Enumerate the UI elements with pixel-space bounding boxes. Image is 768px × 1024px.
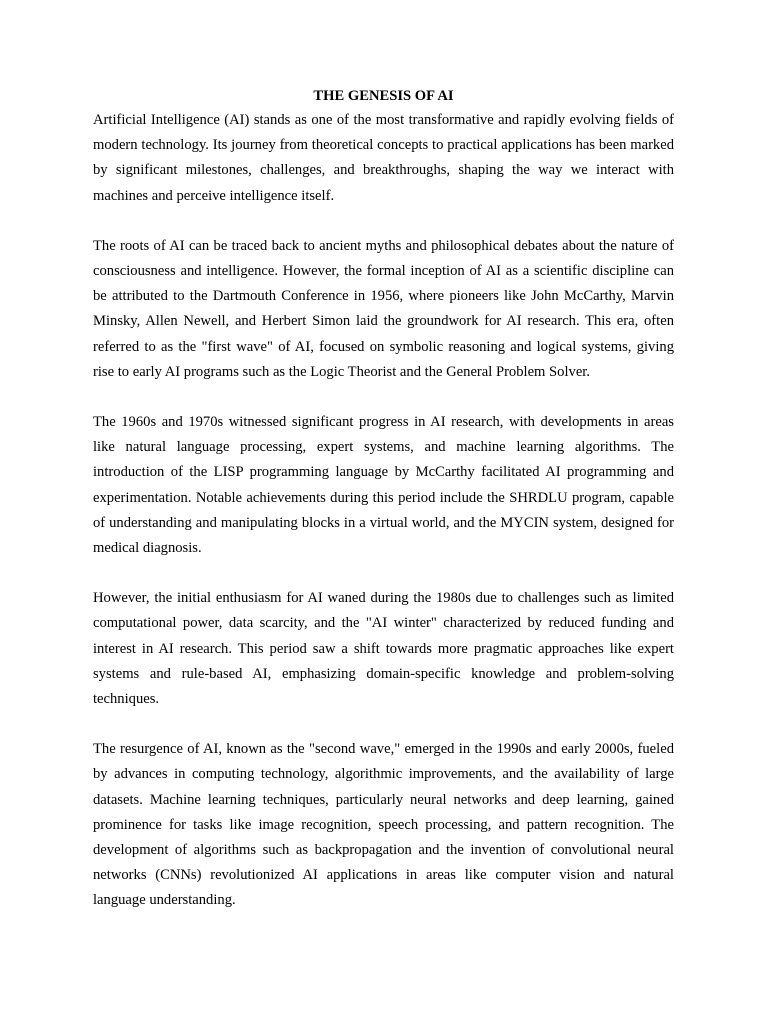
paragraph-1960s-1970s: The 1960s and 1970s witnessed significant progress in AI research, with developments in areas like natural language processing, expert systems, and machine learning algorithms. The introduction of the LISP programming language by McCarthy facilitated AI programming and experimentation. Notable achievements during this period include the SHRDLU program, capable of understanding and manipulating blocks in a virtual world, and the MYCIN system, designed for medical diagnosis. <box>93 414 674 557</box>
paragraph-second-wave: The resurgence of AI, known as the "second wave," emerged in the 1990s and early 2000s, fueled by advances in computing technology, algorithmic improvements, and the availability of large datasets. Machine learning techniques, particularly neural networks and deep learning, gained prominence for tasks like image recognition, speech processing, and pattern recognition. The development of algorithms such as backpropagation and the invention of convolutional neural networks (CNNs) revolutionized AI applications in areas like computer vision and natural language understanding. <box>93 741 674 909</box>
paragraph-intro: Artificial Intelligence (AI) stands as one of the most transformative and rapidly evolving fields of modern technology. Its journey from theoretical concepts to practical applications has been marked by significant milestones, challenges, and breakthroughs, shaping the way we interact with machines and perceive intelligence itself. <box>93 112 674 204</box>
paragraph-ai-winter: However, the initial enthusiasm for AI waned during the 1980s due to challenges such as limited computational power, data scarcity, and the "AI winter" characterized by reduced funding and interest in AI research. This period saw a shift towards more pragmatic approaches like expert systems and rule-based AI, emphasizing domain-specific knowledge and problem-solving techniques. <box>93 590 674 708</box>
document-title: THE GENESIS OF AI <box>313 88 454 104</box>
document-body <box>93 108 674 939</box>
paragraph-roots: The roots of AI can be traced back to ancient myths and philosophical debates about the nature of consciousness and intelligence. However, the formal inception of AI as a scientific discipline can be attributed to the Dartmouth Conference in 1956, where pioneers like John McCarthy, Marvin Minsky, Allen Newell, and Herbert Simon laid the groundwork for AI research. This era, often referred to as the "first wave" of AI, focused on symbolic reasoning and logical systems, giving rise to early AI programs such as the Logic Theorist and the General Problem Solver. <box>93 237 674 380</box>
